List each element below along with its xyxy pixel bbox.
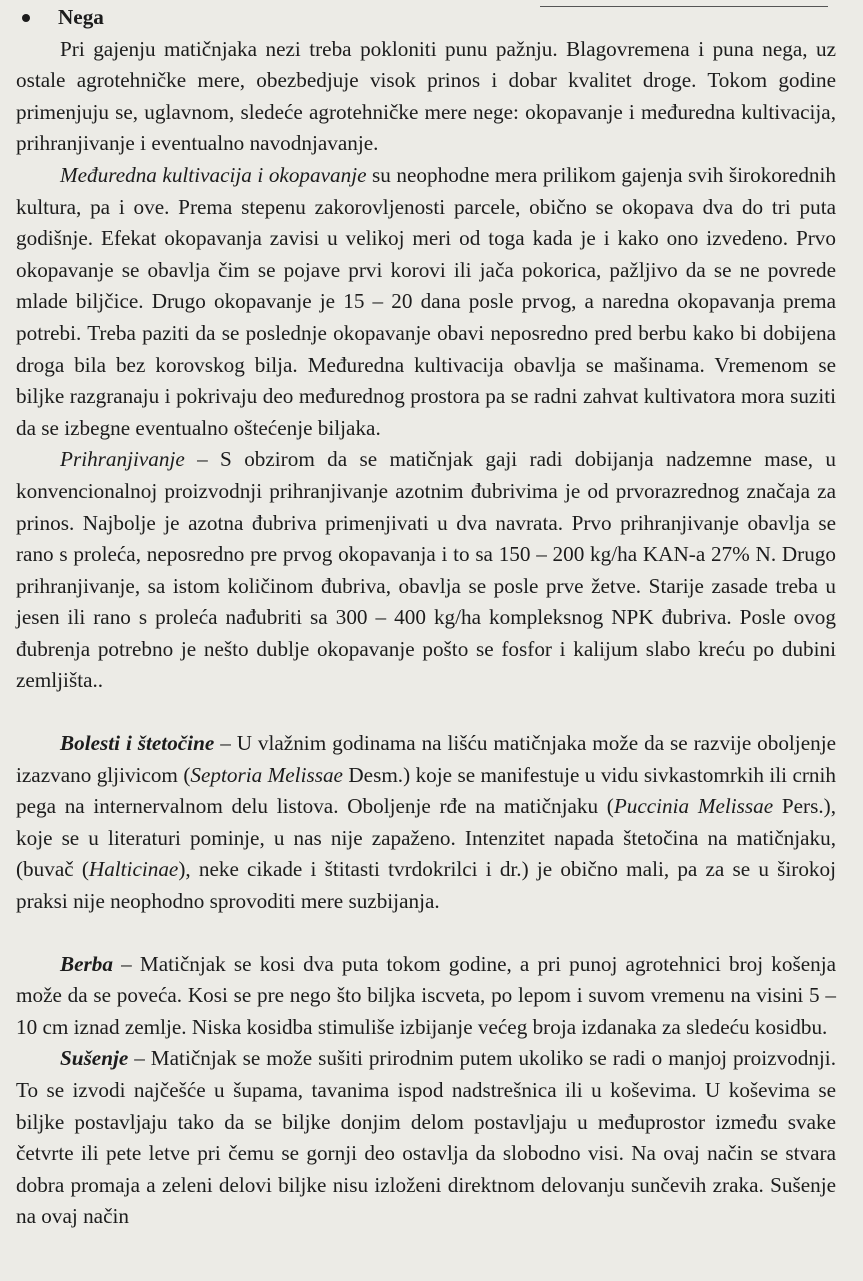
paragraph-prihranjivanje: Prihranjivanje – S obzirom da se matičnjak gaji radi dobijanja nadzemne mase, u konvencionalnoj proizvodnji prihranjivanje azotnim đubrivima je od prvorazrednog značaja za prinos. Najbolje je azotna đubriva primenjivati u dva navrata. Prvo prihranjivanje obavlja se rano s proleća, neposredno pre prvog okopavanja i to sa 150 – 200 kg/ha KAN-a 27% N. Drugo prihranjivanje, sa istom količinom đubriva, obavlja se posle prve žetve. Starije zasade treba u jesen ili rano s proleća nađubriti sa 300 – 400 kg/ha kompleksnog NPK đubriva. Posle ovog đubrenja potrebno je nešto dublje okopavanje pošto se fosfor i kalijum slabo kreću po dubini zemljišta.. [16,447,836,693]
term-kultivacija: Međuredna kultivacija i okopavanje [60,162,367,187]
bullet-icon [22,14,30,22]
heading-text: Nega [58,5,104,29]
paragraph-nega: Pri gajenju matičnjaka nezi treba pokloniti punu pažnju. Blagovremena i puna nega, uz ostale agrotehničke mere, obezbedjuje visok prinos i dobar kvalitet droge. Tokom godine primenjuju se, uglavnom, sledeće agrotehničke mere nege: okopavanje i međuredna kultivacija, prihranjivanje i eventualno navodnjavanje. [16,36,836,156]
term-bolesti: Bolesti i štetočine [60,731,215,756]
section-heading [16,2,836,34]
term-susenje: Sušenje [60,1046,129,1071]
paragraph-susenje: Sušenje – Matičnjak se može sušiti prirodnim putem ukoliko se radi o manjoj proizvodnji. To se izvodi najčešće u šupama, tavanima ispod nadstrešnica ili u koševima. U koševima se biljke postavljaju tako da se biljke donjim delom postavljaju u međuprostor između svake četvrte ili pete letve pri čemu se gornji deo ostavlja da slobodno visi. Na ovaj način se stvara dobra promaja a zeleni delovi biljke nisu izloženi direktnom delovanju sunčevih zraka. Sušenje na ovaj način [16,1046,836,1229]
paragraph-berba: Berba – Matičnjak se kosi dva puta tokom godine, a pri punoj agrotehnici broj košenja može da se poveća. Kosi se pre nego što biljka iscveta, po lepom i suvom vremenu na visini 5 – 10 cm iznad zemlje. Niska kosidba stimuliše izbijanje većeg broja izdanaka za sledeću kosidbu. [16,951,836,1039]
paragraph-bolesti: Bolesti i štetočine – U vlažnim godinama na lišću matičnjaka može da se razvije oboljenje izazvano gljivicom (Septoria Melissae Desm.) koje se manifestuje u vidu sivkastomrkih ili crnih pega na internervalnom delu listova. Oboljenje rđe na matičnjaku (Puccinia Melissae Pers.), koje se u literaturi pominje, u nas nije zapaženo. Intenzitet napada štetočina na matičnjaku, (buvač (Halticinae), neke cikade i štitasti tvrdokrilci i dr.) je obično mali, pa za se u širokoj praksi nije neophodno sprovoditi mere suzbijanja. [16,731,837,914]
document-page [16,2,836,1233]
paragraph-kultivacija: Međuredna kultivacija i okopavanje su neophodne mera prilikom gajenja svih širokorednih kultura, pa i ove. Prema stepenu zakorovljenosti parcele, obično se okopava dva do tri puta godišnje. Efekat okopavanja zavisi u velikoj meri od toga kada je i kako ono izvedeno. Prvo okopavanje se obavlja čim se pojave prvi korovi ili jača pokorica, pažljivo da se ne povrede mlade biljčice. Drugo okopavanje je 15 – 20 dana posle prvog, a naredna okopavanja prema potrebi. Treba paziti da se poslednje okopavanje obavi neposredno pred berbu kako bi dobijena droga bila bez korovskog bilja. Međuredna kultivacija obavlja se mašinama. Vremenom se biljke razgranaju i pokrivaju deo međurednog prostora pa se radni zahvat kultivatora mora suziti da se izbegne eventualno oštećenje biljaka. [16,162,837,440]
term-berba: Berba [60,951,113,976]
term-prihranjivanje: Prihranjivanje [60,447,185,472]
